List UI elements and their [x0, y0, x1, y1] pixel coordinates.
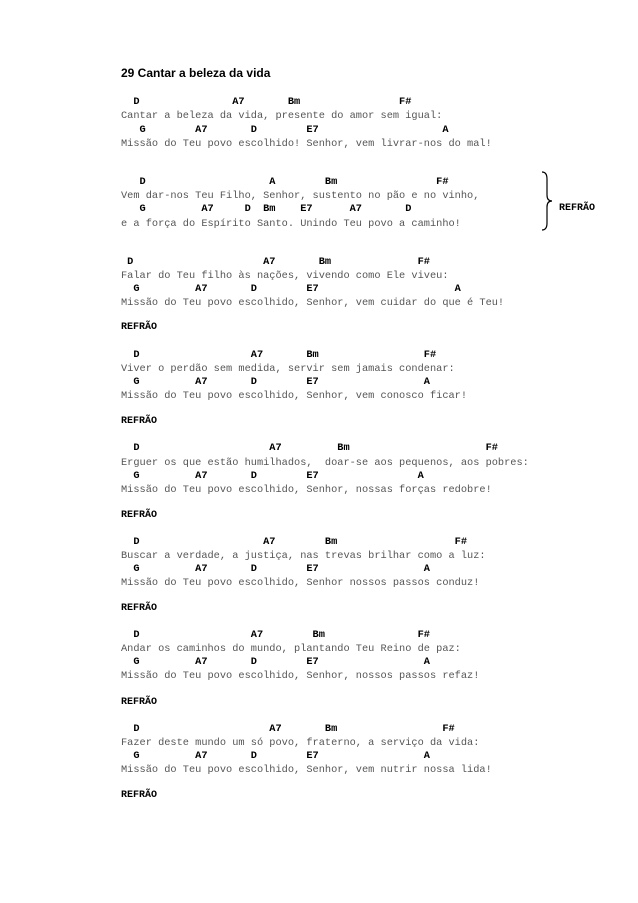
chord-line: G A7 D E7 A: [121, 750, 430, 762]
lyric-line: Missão do Teu povo escolhido, Senhor, nossos passos refaz!: [121, 670, 480, 682]
lyric-line: Andar os caminhos do mundo, plantando Teu Reino de paz:: [121, 643, 461, 655]
lyric-line: Missão do Teu povo escolhido, Senhor, vem conosco ficar!: [121, 390, 468, 402]
chord-line: G A7 D E7 A: [121, 563, 430, 575]
chord-line: G A7 D E7 A: [121, 376, 430, 388]
lyric-line: Missão do Teu povo escolhido, Senhor, vem cuidar do que é Teu!: [121, 297, 505, 309]
lyric-line: Falar do Teu filho às nações, vivendo como Ele viveu:: [121, 270, 449, 282]
refrain-marker: REFRÃO: [121, 322, 158, 333]
chord-line: D A7 Bm F#: [121, 536, 468, 548]
lyric-line: Viver o perdão sem medida, servir sem jamais condenar:: [121, 363, 455, 375]
refrain-brace-icon: [540, 171, 554, 231]
chord-line: D A7 Bm F#: [121, 723, 455, 735]
refrain-side-label: REFRÃO: [559, 203, 596, 214]
chord-line: G A7 D Bm E7 A7 D: [121, 203, 412, 215]
chord-line: D A7 Bm F#: [121, 96, 412, 108]
chord-line: D A Bm F#: [121, 176, 449, 188]
refrain-marker: REFRÃO: [121, 603, 158, 614]
lyric-line: Missão do Teu povo escolhido, Senhor, vem nutrir nossa lida!: [121, 764, 492, 776]
chord-line: G A7 D E7 A: [121, 124, 449, 136]
chord-line: G A7 D E7 A: [121, 656, 430, 668]
refrain-marker: REFRÃO: [121, 790, 158, 801]
lyric-line: Buscar a verdade, a justiça, nas trevas brilhar como a luz:: [121, 550, 486, 562]
lyric-line: e a força do Espírito Santo. Unindo Teu povo a caminho!: [121, 218, 461, 230]
lyric-line: Vem dar-nos Teu Filho, Senhor, sustento no pão e no vinho,: [121, 190, 480, 202]
lyric-line: Cantar a beleza da vida, presente do amor sem igual:: [121, 110, 443, 122]
refrain-marker: REFRÃO: [121, 697, 158, 708]
chord-line: D A7 Bm F#: [121, 629, 430, 641]
lyric-line: Missão do Teu povo escolhido! Senhor, vem livrar-nos do mal!: [121, 138, 492, 150]
chord-line: G A7 D E7 A: [121, 470, 424, 482]
chord-line: D A7 Bm F#: [121, 256, 430, 268]
refrain-marker: REFRÃO: [121, 510, 158, 521]
lyric-line: Fazer deste mundo um só povo, fraterno, a serviço da vida:: [121, 737, 480, 749]
lyric-line: Missão do Teu povo escolhido, Senhor nossos passos conduz!: [121, 577, 480, 589]
lyric-line: Missão do Teu povo escolhido, Senhor, nossas forças redobre!: [121, 484, 492, 496]
chord-line: G A7 D E7 A: [121, 283, 461, 295]
lyric-line: Erguer os que estão humilhados, doar-se aos pequenos, aos pobres:: [121, 457, 529, 469]
chord-line: D A7 Bm F#: [121, 349, 437, 361]
refrain-marker: REFRÃO: [121, 416, 158, 427]
song-title: 29 Cantar a beleza da vida: [121, 66, 271, 80]
chord-line: D A7 Bm F#: [121, 442, 498, 454]
